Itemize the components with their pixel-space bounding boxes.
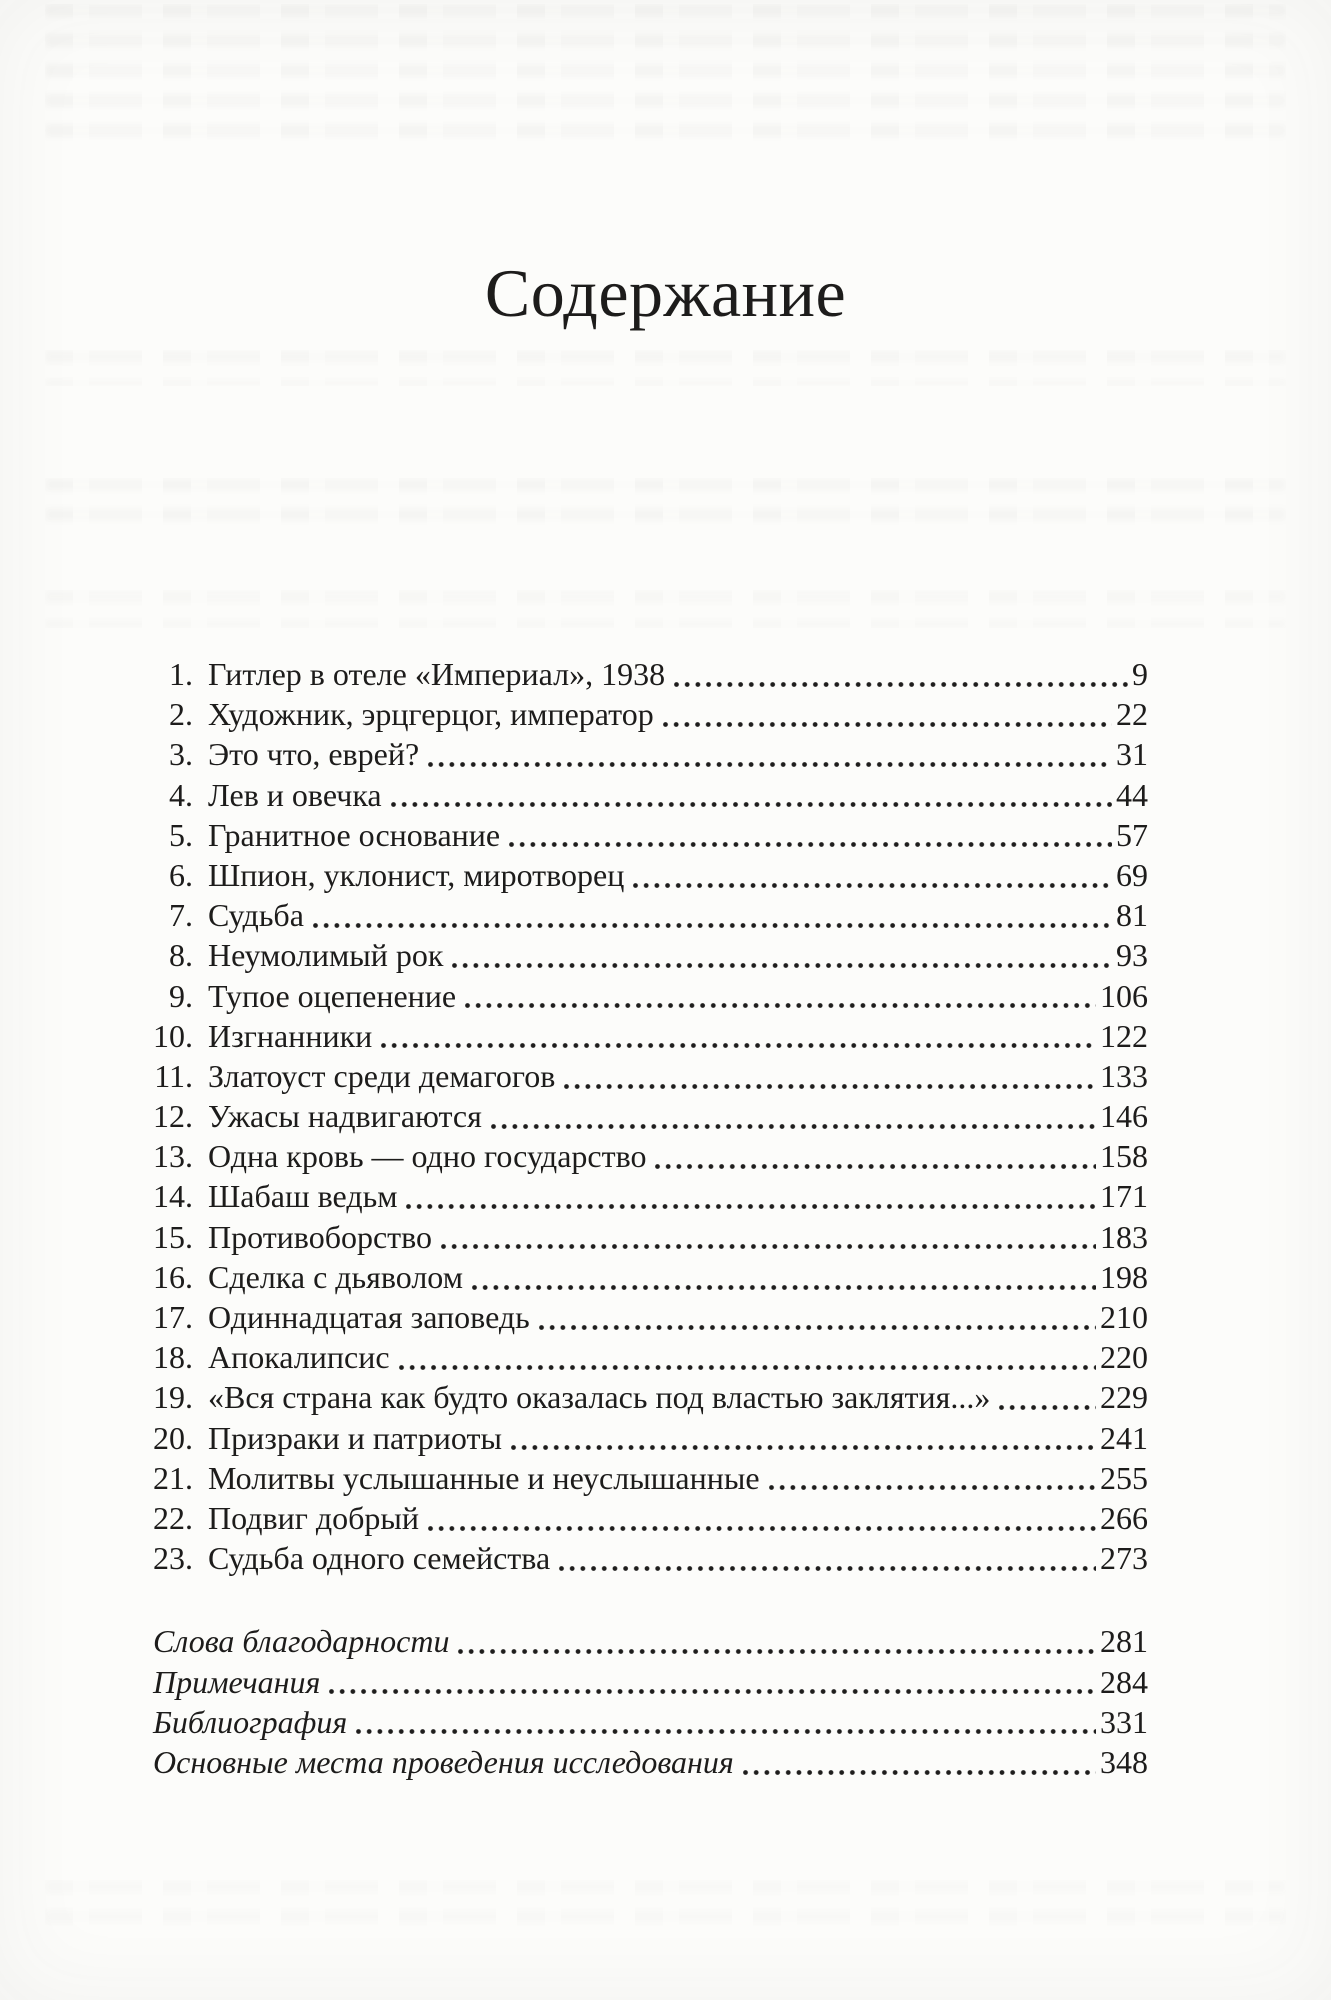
page-number: 44 xyxy=(1116,776,1148,813)
chapter-number: 8. xyxy=(169,937,193,974)
chapter-number: 14. xyxy=(153,1178,193,1215)
page-number: 106 xyxy=(1100,977,1148,1014)
entry-title: Гитлер в отеле «Империал», 1938 xyxy=(208,656,666,692)
page-number: 9 xyxy=(1132,656,1148,692)
entry-title: Неумолимый рок xyxy=(208,937,444,974)
chapter-number: 23. xyxy=(153,1540,193,1577)
page-number: 146 xyxy=(1100,1098,1148,1135)
page-number: 331 xyxy=(1100,1703,1148,1740)
dot-leader xyxy=(672,654,1130,694)
entry-title: Примечания xyxy=(153,1663,321,1700)
page-title: Содержание xyxy=(484,255,847,331)
toc-entry xyxy=(115,1498,1148,1538)
toc-entry xyxy=(115,1297,1148,1337)
dot-leader xyxy=(404,1176,1098,1216)
entry-title: Подвиг добрый xyxy=(208,1499,420,1536)
bleed-through-texture xyxy=(45,590,1286,628)
entry-title: Лев и овечка xyxy=(208,776,382,813)
entry-title: Шабаш ведьм xyxy=(208,1178,398,1215)
dot-leader xyxy=(489,1096,1098,1136)
chapter-number: 9. xyxy=(169,977,193,1014)
chapter-number: 18. xyxy=(153,1339,193,1376)
toc-entry xyxy=(115,654,1148,694)
entry-title: «Вся страна как будто оказалась под властью заклятия...» xyxy=(208,1379,991,1416)
toc-entry xyxy=(115,1538,1148,1578)
chapter-number: 20. xyxy=(153,1419,193,1456)
chapter-number: 16. xyxy=(153,1258,193,1295)
entry-title: Тупое оцепенение xyxy=(208,977,457,1014)
toc-entry xyxy=(115,1458,1148,1498)
toc-entry xyxy=(115,1337,1148,1377)
chapter-number: 11. xyxy=(154,1057,193,1094)
toc-entry xyxy=(115,775,1148,815)
entry-title: Судьба xyxy=(208,897,304,934)
dot-leader xyxy=(537,1297,1098,1337)
entry-title: Призраки и патриоты xyxy=(208,1419,502,1456)
chapter-number: 19. xyxy=(153,1379,193,1416)
toc-entry xyxy=(115,1056,1148,1096)
toc-entry xyxy=(115,1136,1148,1176)
dot-leader xyxy=(470,1257,1098,1297)
dot-leader xyxy=(631,855,1114,895)
dot-leader xyxy=(562,1056,1098,1096)
page-number: 241 xyxy=(1100,1419,1148,1456)
entry-title: Основные места проведения исследования xyxy=(153,1743,734,1780)
dot-leader xyxy=(426,734,1114,774)
dot-leader xyxy=(661,694,1114,734)
toc-entry xyxy=(115,734,1148,774)
toc-entry xyxy=(115,815,1148,855)
toc-entry xyxy=(115,1742,1148,1782)
chapter-number: 21. xyxy=(153,1459,193,1496)
page-number: 22 xyxy=(1116,696,1148,733)
page-number: 220 xyxy=(1100,1339,1148,1376)
dot-leader xyxy=(379,1016,1098,1056)
dot-leader xyxy=(557,1538,1098,1578)
chapter-number: 7. xyxy=(169,897,193,934)
page-number: 210 xyxy=(1100,1299,1148,1335)
dot-leader xyxy=(389,775,1114,815)
entry-title: Судьба одного семейства xyxy=(208,1540,551,1577)
chapter-number: 2. xyxy=(169,696,193,733)
toc-entry xyxy=(115,1621,1148,1661)
entry-title: Апокалипсис xyxy=(208,1339,390,1376)
toc-entry xyxy=(115,895,1148,935)
chapter-number: 15. xyxy=(153,1218,193,1255)
toc-entry xyxy=(115,694,1148,734)
toc-entry xyxy=(115,1217,1148,1257)
page-number: 171 xyxy=(1100,1178,1148,1215)
page-number: 266 xyxy=(1100,1499,1148,1536)
dot-leader xyxy=(426,1498,1098,1538)
entry-title: Шпион, уклонист, миротворец xyxy=(208,856,625,893)
entry-title: Противоборство xyxy=(208,1218,433,1255)
chapter-number: 6. xyxy=(169,856,193,893)
toc-entry xyxy=(115,935,1148,975)
dot-leader xyxy=(311,895,1114,935)
page-number: 158 xyxy=(1100,1138,1148,1175)
page-number: 81 xyxy=(1116,897,1148,934)
toc-entry xyxy=(115,1257,1148,1297)
bleed-through-texture xyxy=(45,4,1286,144)
page-number: 255 xyxy=(1100,1459,1148,1496)
page-number: 198 xyxy=(1100,1258,1148,1295)
toc-entry xyxy=(115,1016,1148,1056)
entry-title: Одиннадцатая заповедь xyxy=(208,1299,530,1335)
chapter-number: 3. xyxy=(169,736,193,773)
dot-leader xyxy=(507,815,1114,855)
dot-leader xyxy=(456,1621,1098,1661)
page-number: 183 xyxy=(1100,1218,1148,1255)
page-number: 281 xyxy=(1100,1623,1148,1660)
toc-entry xyxy=(115,1096,1148,1136)
entry-title: Одна кровь — одно государство xyxy=(208,1138,647,1175)
chapter-number: 1. xyxy=(169,656,193,692)
page-number: 284 xyxy=(1100,1663,1148,1700)
entry-title: Изгнанники xyxy=(208,1017,373,1054)
chapter-number: 12. xyxy=(153,1098,193,1135)
page-number: 122 xyxy=(1100,1017,1148,1054)
bleed-through-texture xyxy=(45,478,1286,538)
page-number: 229 xyxy=(1100,1379,1148,1416)
page-number: 273 xyxy=(1100,1540,1148,1577)
page-number: 57 xyxy=(1116,816,1148,853)
page-number: 348 xyxy=(1100,1743,1148,1780)
toc-entry xyxy=(115,1702,1148,1742)
toc-entry xyxy=(115,1176,1148,1216)
entry-title: Златоуст среди демагогов xyxy=(208,1057,556,1094)
entry-title: Сделка с дьяволом xyxy=(208,1258,463,1295)
dot-leader xyxy=(463,976,1098,1016)
entry-title: Художник, эрцгерцог, император xyxy=(208,696,654,733)
toc-entry xyxy=(115,855,1148,895)
toc-entry xyxy=(115,1662,1148,1702)
dot-leader xyxy=(741,1742,1098,1782)
backmatter-list xyxy=(115,1621,1148,1782)
entry-title: Молитвы услышанные и неуслышанные xyxy=(208,1459,760,1496)
dot-leader xyxy=(509,1418,1098,1458)
chapter-number: 10. xyxy=(153,1017,193,1054)
entry-title: Это что, еврей? xyxy=(208,736,420,773)
dot-leader xyxy=(439,1217,1098,1257)
page-number: 93 xyxy=(1116,937,1148,974)
chapter-number: 22. xyxy=(153,1499,193,1536)
chapter-number: 4. xyxy=(169,776,193,813)
chapter-number: 13. xyxy=(153,1138,193,1175)
page-number: 133 xyxy=(1100,1057,1148,1094)
entry-title: Слова благодарности xyxy=(153,1623,450,1660)
toc-entry xyxy=(115,1377,1148,1417)
dot-leader xyxy=(450,935,1114,975)
toc-entry xyxy=(115,1418,1148,1458)
chapter-number: 17. xyxy=(153,1299,193,1335)
dot-leader xyxy=(397,1337,1098,1377)
bleed-through-texture xyxy=(45,350,1286,386)
entry-title: Ужасы надвигаются xyxy=(208,1098,482,1135)
chapter-number: 5. xyxy=(169,816,193,853)
table-of-contents xyxy=(115,654,1148,1782)
page-number: 31 xyxy=(1116,736,1148,773)
entry-title: Гранитное основание xyxy=(208,816,501,853)
page-number: 69 xyxy=(1116,856,1148,893)
chapter-list xyxy=(115,654,1148,1578)
dot-leader xyxy=(327,1662,1098,1702)
dot-leader xyxy=(354,1702,1098,1742)
dot-leader xyxy=(997,1377,1098,1417)
toc-entry xyxy=(115,976,1148,1016)
dot-leader xyxy=(767,1458,1098,1498)
entry-title: Библиография xyxy=(153,1703,348,1740)
dot-leader xyxy=(653,1136,1098,1176)
bleed-through-texture xyxy=(45,1880,1286,1936)
